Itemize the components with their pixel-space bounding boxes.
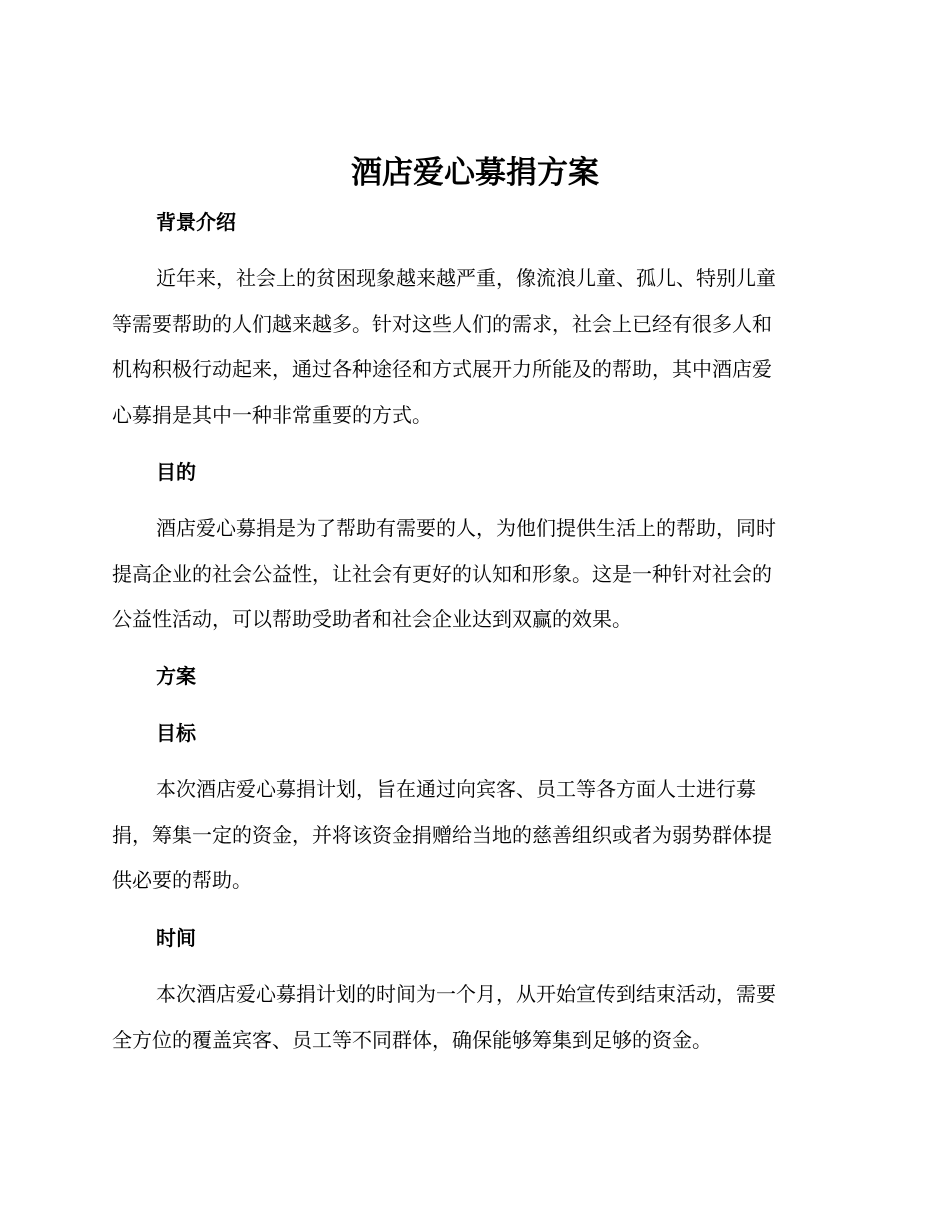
heading-time: 时间	[156, 926, 196, 950]
paragraph-time	[112, 972, 832, 1063]
paragraph-line: 公益性活动，可以帮助受助者和社会企业达到双赢的效果。	[112, 607, 632, 631]
heading-background: 背景介绍	[156, 210, 236, 234]
paragraph-background	[112, 256, 832, 438]
paragraph-line: 本次酒店爱心募捐计划，旨在通过向宾客、员工等各方面人士进行募	[156, 777, 756, 801]
paragraph-purpose	[112, 506, 832, 643]
paragraph-line: 机构积极行动起来，通过各种途径和方式展开力所能及的帮助，其中酒店爱	[112, 357, 772, 381]
heading-goal: 目标	[156, 721, 196, 745]
heading-purpose: 目的	[156, 460, 196, 484]
heading-plan: 方案	[156, 664, 196, 688]
paragraph-line: 近年来，社会上的贫困现象越来越严重，像流浪儿童、孤儿、特别儿童	[156, 266, 776, 290]
paragraph-line: 心募捐是其中一种非常重要的方式。	[112, 402, 432, 427]
paragraph-goal	[112, 767, 832, 904]
paragraph-line: 供必要的帮助。	[112, 868, 252, 892]
paragraph-line: 等需要帮助的人们越来越多。针对这些人们的需求，社会上已经有很多人和	[112, 311, 772, 336]
paragraph-line: 全方位的覆盖宾客、员工等不同群体，确保能够筹集到足够的资金。	[112, 1027, 712, 1052]
paragraph-line: 提高企业的社会公益性，让社会有更好的认知和形象。这是一种针对社会的	[112, 561, 772, 586]
paragraph-line: 酒店爱心募捐是为了帮助有需要的人，为他们提供生活上的帮助，同时	[156, 516, 776, 540]
paragraph-line: 捐，筹集一定的资金，并将该资金捐赠给当地的慈善组织或者为弱势群体提	[112, 822, 772, 847]
paragraph-line: 本次酒店爱心募捐计划的时间为一个月，从开始宣传到结束活动，需要	[156, 982, 776, 1006]
document-title: 酒店爱心募捐方案	[351, 155, 599, 191]
